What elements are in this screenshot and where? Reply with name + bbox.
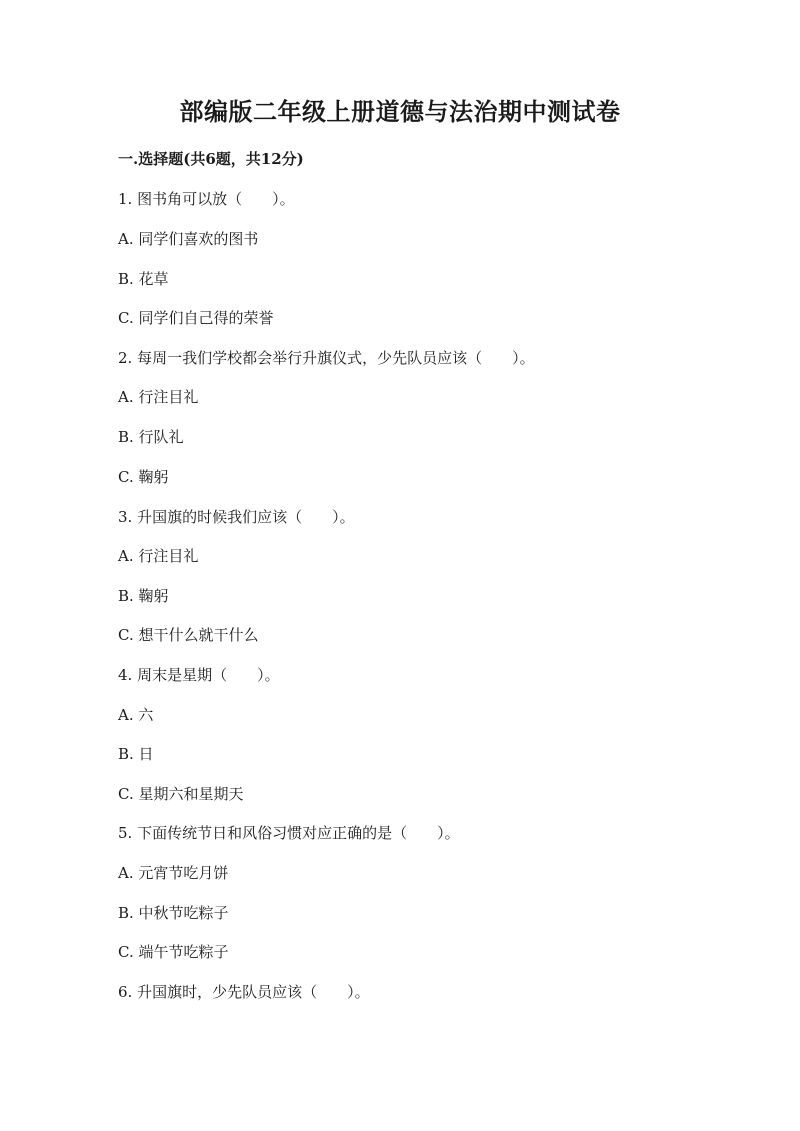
question-1-option-b: B. 花草 — [118, 270, 169, 288]
question-1-option-c: C. 同学们自己得的荣誉 — [118, 309, 274, 327]
question-4-option-a: A. 六 — [118, 706, 154, 724]
question-4-option-c: C. 星期六和星期天 — [118, 785, 244, 803]
question-5-option-a: A. 元宵节吃月饼 — [118, 864, 229, 882]
question-2-option-b: B. 行队礼 — [118, 428, 184, 446]
question-3-option-a: A. 行注目礼 — [118, 547, 199, 565]
question-5-option-c: C. 端午节吃粽子 — [118, 943, 229, 961]
question-1-option-a: A. 同学们喜欢的图书 — [118, 230, 259, 248]
question-2-option-a: A. 行注目礼 — [118, 388, 199, 406]
question-2-option-c: C. 鞠躬 — [118, 468, 169, 486]
question-4-option-b: B. 日 — [118, 745, 154, 763]
question-6-stem: 6. 升国旗时，少先队员应该（ ）。 — [118, 983, 370, 1001]
question-3-option-b: B. 鞠躬 — [118, 587, 169, 605]
question-5-stem: 5. 下面传统节日和风俗习惯对应正确的是（ ）。 — [118, 824, 460, 842]
question-3-option-c: C. 想干什么就干什么 — [118, 626, 259, 644]
question-1-stem: 1. 图书角可以放（ ）。 — [118, 190, 295, 208]
question-3-stem: 3. 升国旗的时候我们应该（ ）。 — [118, 508, 355, 526]
page-title: 部编版二年级上册道德与法治期中测试卷 — [179, 97, 621, 126]
section-heading: 一.选择题(共6题，共12分) — [118, 150, 304, 168]
question-4-stem: 4. 周末是星期（ ）。 — [118, 666, 280, 684]
question-5-option-b: B. 中秋节吃粽子 — [118, 904, 229, 922]
question-2-stem: 2. 每周一我们学校都会举行升旗仪式，少先队员应该（ ）。 — [118, 349, 535, 367]
